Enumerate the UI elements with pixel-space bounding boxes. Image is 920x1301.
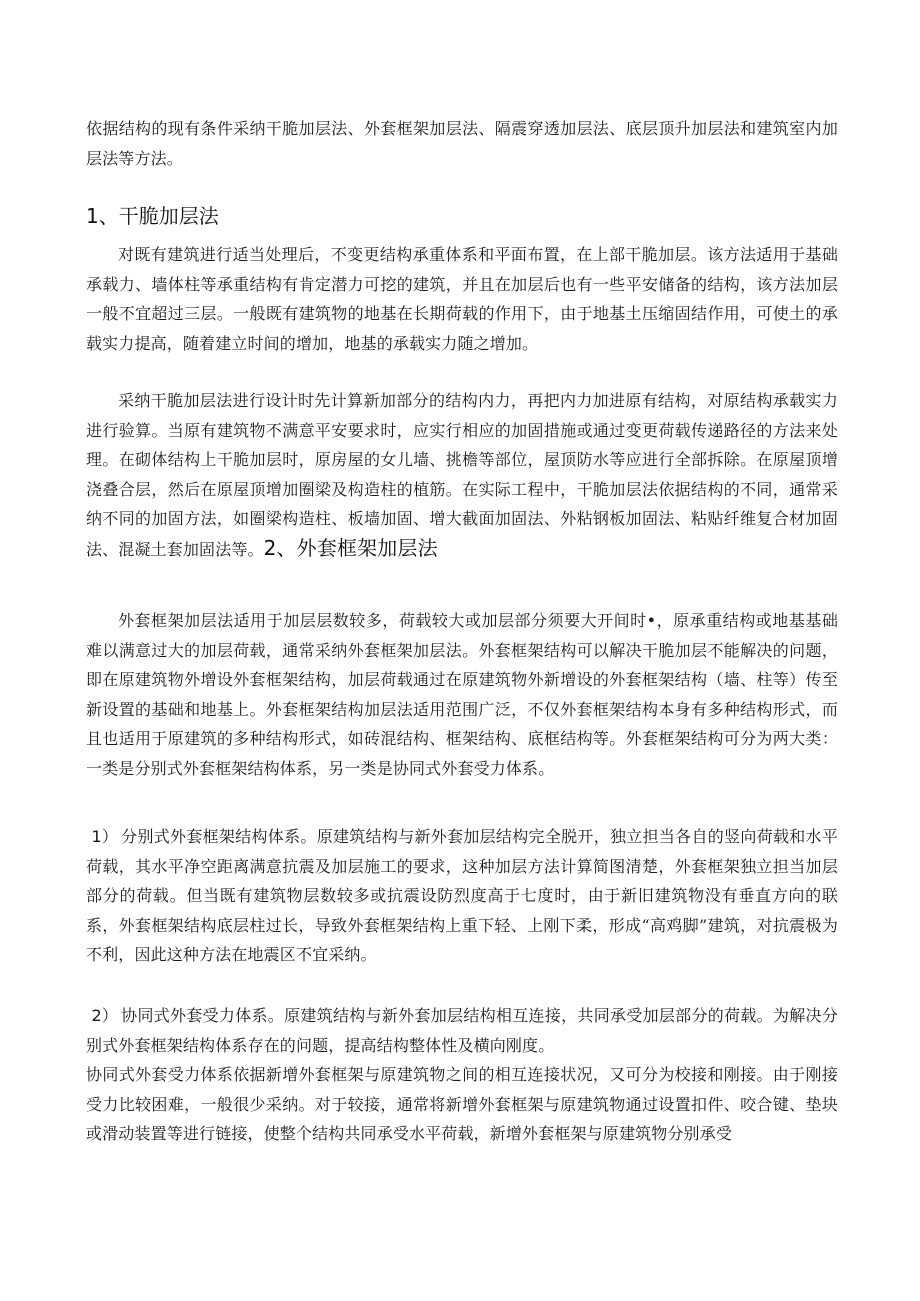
section-2-item-1 <box>86 822 838 970</box>
section-2-paragraph-2: 协同式外套受力体系依据新增外套框架与原建筑物之间的相互连接状况，又可分为校接和刚接。由于刚接受力比较困难，一般很少采纳。对于较接，通常将新增外套框架与原建筑物通过设置扣件、咬合键、垫块或滑动装置等进行链接，使整个结构共同承受水平荷载，新增外套框架与原建筑物分别承受 <box>86 1065 838 1143</box>
section-2-item-2 <box>86 1001 838 1060</box>
item-1-text: 分别式外套框架结构体系。原建筑结构与新外套加层结构完全脱开，独立担当各自的竖向荷载和水平荷载，其水平净空距离满意抗震及加层施工的要求，这种加层方法计算简图清楚，外套框架独立担当加层部分的荷载。但当既有建筑物层数较多或抗震设防烈度高于七度时，由于新旧建筑物没有垂直方向的联系，外套框架结构底层柱过长，导致外套框架结构上重下轻、上刚下柔，形成“高鸡脚”建筑，对抗震极为不利，因此这种方法在地震区不宜采纳。 <box>86 827 838 964</box>
section-2-paragraph-1: 外套框架加层法适用于加层层数较多，荷载较大或加层部分须要大开间时•，原承重结构或地基基础难以满意过大的加层荷载，通常采纳外套框架加层法。外套框架结构可以解决干脆加层不能解决的问题，即在原建筑物外增设外套框架结构，加层荷载通过在原建筑物外新增设的外套框架结构（墙、柱等）传至新设置的基础和地基上。外套框架结构加层法适用范围广泛，不仅外套框架结构本身有多种结构形式，而且也适用于原建筑的多种结构形式，如砖混结构、框架结构、底框结构等。外套框架结构可分为两大类：一类是分别式外套框架结构体系，另一类是协同式外套受力体系。 <box>86 611 838 778</box>
intro-paragraph: 依据结构的现有条件采纳干脆加层法、外套框架加层法、隔震穿透加层法、底层顶升加层法和建筑室内加层法等方法。 <box>86 119 838 168</box>
section-1-paragraph-1: 对既有建筑进行适当处理后，不变更结构承重体系和平面布置，在上部干脆加层。该方法适用于基础承载力、墙体柱等承重结构有肯定潜力可挖的建筑，并且在加层后也有一些平安储备的结构，该方法加层一般不宜超过三层。一般既有建筑物的地基在长期荷载的作用下，由于地基土压缩固结作用，可使土的承载实力提高，随着建立时间的增加，地基的承载实力随之增加。 <box>86 245 838 353</box>
section-1-heading: 1、干脆加层法 <box>86 204 219 228</box>
item-2-number: 2） <box>91 1006 118 1025</box>
section-2-heading: 2、外套框架加层法 <box>263 535 438 560</box>
item-1-number: 1） <box>91 827 118 846</box>
item-2-text: 协同式外套受力体系。原建筑结构与新外套加层结构相互连接，共同承受加层部分的荷载。为解决分别式外套框架结构体系存在的问题，提高结构整体性及横向刚度。 <box>86 1006 838 1055</box>
section-1-paragraph-2-text: 采纳干脆加层法进行设计时先计算新加部分的结构内力，再把内力加进原有结构，对原结构承载实力进行验算。当原有建筑物不满意平安要求时，应实行相应的加固措施或通过变更荷载传递路径的方法来处理。在砌体结构上干脆加层时，原房屋的女儿墙、挑檐等部位，屋顶防水等应进行全部拆除。在原屋顶增浇叠合层，然后在原屋顶增加圈梁及构造柱的植筋。在实际工程中，干脆加层法依据结构的不同，通常采纳不同的加固方法，如圈梁构造柱、板墙加固、增大截面加固法、外粘钢板加固法、粘贴纤维复合材加固法、混凝土套加固法等。 <box>86 391 838 559</box>
section-1-paragraph-2 <box>86 386 838 564</box>
